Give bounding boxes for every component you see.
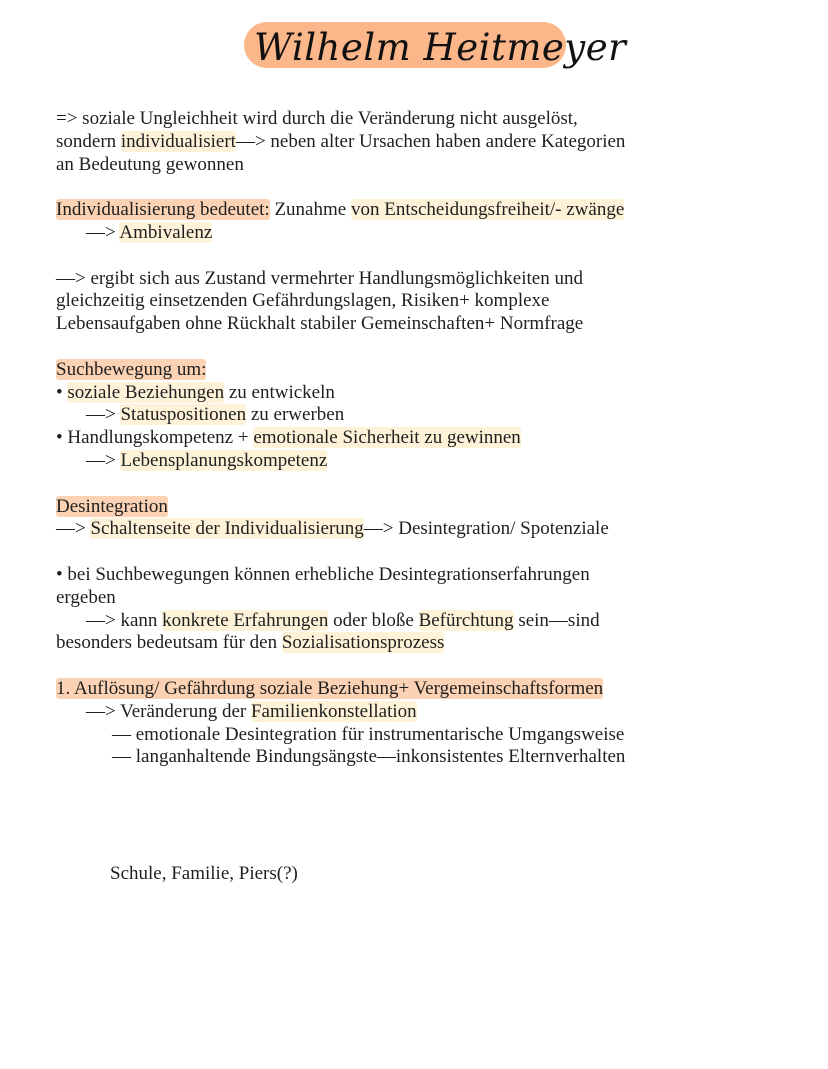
desintegration-heading: Desintegration [56, 495, 168, 517]
individualisierung-line [56, 199, 796, 222]
suchbewegung-bullet-2 [56, 427, 796, 450]
bei-line-1: • bei Suchbewegungen können erhebliche Desintegrationserfahrungen [56, 563, 590, 585]
highlight-entscheidungsfreiheit: von Entscheidungsfreiheit/- zwänge [350, 199, 625, 221]
intro-text: —> neben alter Ursachen haben andere Kategorien [235, 130, 626, 152]
aufloesung-dash-1: — emotionale Desintegration für instrumentarische Umgangsweise [112, 723, 625, 745]
intro-line-1: => soziale Ungleichheit wird durch die Veränderung nicht ausgelöst, [56, 108, 578, 129]
bullet-text: • Handlungskompetenz + [56, 427, 254, 449]
aufloesung-text: —> Veränderung der [86, 700, 251, 722]
ergibt-line-1: —> ergibt sich aus Zustand vermehrter Handlungsmöglichkeiten und [56, 267, 583, 289]
bullet-text: zu entwickeln [224, 381, 335, 403]
arrow-text: —> [86, 449, 121, 471]
intro-text: sondern [56, 130, 121, 152]
desintegration-text: —> Desintegration/ Spotenziale [363, 518, 609, 540]
highlight-lebensplanungskompetenz: Lebensplanungskompetenz [120, 449, 328, 471]
intro-line-2 [56, 131, 796, 154]
individualisierung-text: Zunahme [269, 199, 351, 221]
aufloesung-heading: 1. Auflösung/ Gefährdung soziale Beziehung+ Vergemeinschaftsformen [56, 677, 604, 699]
arrow-text: —> [86, 221, 120, 243]
highlight-konkrete-erfahrungen: konkrete Erfahrungen [162, 609, 329, 631]
bei-text: oder bloße [328, 609, 419, 631]
desintegration-line-1 [56, 518, 796, 541]
bei-line-3 [56, 610, 796, 633]
bei-line-2: ergeben [56, 586, 116, 608]
highlight-statuspositionen: Statuspositionen [120, 404, 247, 426]
footer-note: Schule, Familie, Piers(?) [110, 863, 298, 884]
bei-text: besonders bedeutsam für den [56, 632, 282, 654]
aufloesung-dash-2: — langanhaltende Bindungsängste—inkonsistentes Elternverhalten [112, 746, 626, 768]
individualisierung-heading: Individualisierung bedeutet: [56, 199, 270, 221]
highlight-individualisiert: individualisiert [120, 130, 236, 152]
highlight-sozialisationsprozess: Sozialisationsprozess [281, 632, 445, 654]
highlight-schaltenseite: Schaltenseite der Individualisierung [90, 518, 364, 540]
arrow-text: —> [86, 404, 121, 426]
highlight-emotionale-sicherheit: emotionale Sicherheit zu gewinnen [253, 427, 521, 449]
notes-body [56, 108, 796, 769]
arrow-text: —> [56, 518, 91, 540]
suchbewegung-heading: Suchbewegung um: [56, 358, 207, 380]
intro-line-3: an Bedeutung gewonnen [56, 153, 244, 175]
ergibt-line-3: Lebensaufgaben ohne Rückhalt stabiler Gemeinschaften+ Normfrage [56, 313, 584, 335]
statuspositionen-line [56, 404, 796, 427]
bullet-text: • [56, 381, 68, 403]
aufloesung-sub-line [56, 701, 796, 724]
highlight-befuerchtung: Befürchtung [418, 609, 514, 631]
aufloesung-heading-line [56, 678, 796, 701]
page-title: Wilhelm Heitmeyer [254, 26, 627, 69]
highlight-ambivalenz: Ambivalenz [119, 221, 213, 243]
bei-text: —> kann [86, 609, 163, 631]
bei-line-4 [56, 632, 796, 655]
highlight-soziale-beziehungen: soziale Beziehungen [67, 381, 225, 403]
ergibt-line-2: gleichzeitig einsetzenden Gefährdungslagen, Risiken+ komplexe [56, 290, 550, 312]
suchbewegung-bullet-1 [56, 382, 796, 405]
suchbewegung-line [56, 359, 796, 382]
ambivalenz-line [56, 222, 796, 245]
sub-text: zu erwerben [246, 404, 345, 426]
lebensplanung-line [56, 450, 796, 473]
highlight-familienkonstellation: Familienkonstellation [250, 700, 417, 722]
desintegration-heading-line [56, 496, 796, 519]
bei-text: sein—sind [513, 609, 600, 631]
